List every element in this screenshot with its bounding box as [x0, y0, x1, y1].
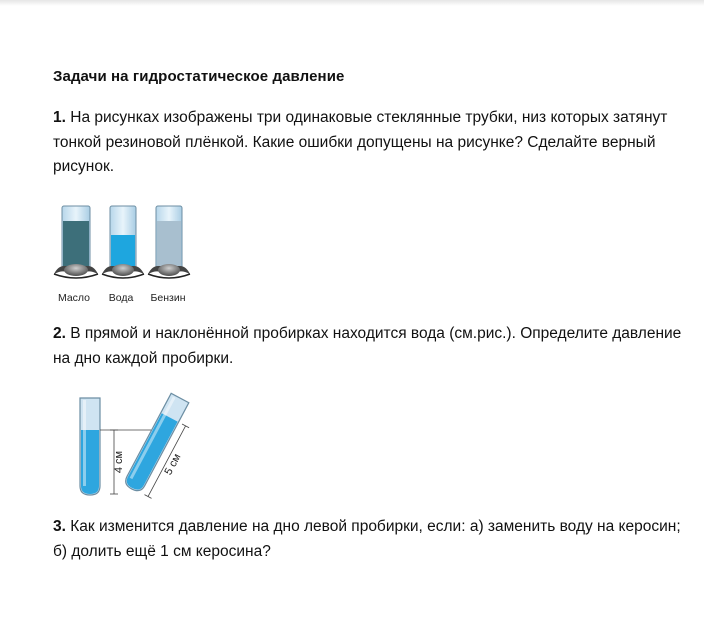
task-1-number: 1. [53, 109, 66, 126]
task-3-text: Как изменится давление на дно левой пробирки, если: а) заменить воду на керосин; б) долить ещё 1 см керосина? [53, 518, 681, 560]
tube-petrol-liquid [157, 221, 181, 268]
length-label: 5 см [162, 451, 184, 478]
rubber-film-icon [112, 264, 134, 276]
tube-label-water: Вода [108, 292, 134, 304]
tube-petrol [148, 206, 190, 278]
task-3-number: 3. [53, 518, 66, 535]
tube-oil-liquid [63, 221, 89, 268]
rubber-film-icon [158, 264, 180, 276]
task-1 [53, 106, 693, 180]
tube-oil [54, 206, 98, 278]
inclined-tube-water [124, 413, 177, 492]
figure-test-tubes [70, 390, 220, 505]
figure-three-tubes [50, 200, 200, 310]
rubber-film-icon [64, 264, 88, 276]
task-2 [53, 322, 693, 371]
height-label: 4 см [113, 450, 125, 474]
straight-test-tube [80, 398, 100, 495]
inclined-test-tube [123, 393, 208, 503]
tube-label-petrol: Бензин [150, 292, 186, 304]
tube-water [102, 206, 144, 278]
top-edge [0, 0, 704, 6]
task-2-text: В прямой и наклонённой пробирках находится вода (см.рис.). Определите давление на дно каждой пробирки. [53, 325, 682, 367]
tube-label-oil: Масло [57, 292, 91, 304]
page-title: Задачи на гидростатическое давление [53, 68, 345, 85]
task-2-number: 2. [53, 325, 66, 342]
task-3 [53, 515, 693, 564]
tube-water-liquid [111, 235, 135, 268]
task-1-text: На рисунках изображены три одинаковые стеклянные трубки, низ которых затянут тонкой резиновой плёнкой. Какие ошибки допущены на рисунке? Сделайте верный рисунок. [53, 109, 668, 175]
